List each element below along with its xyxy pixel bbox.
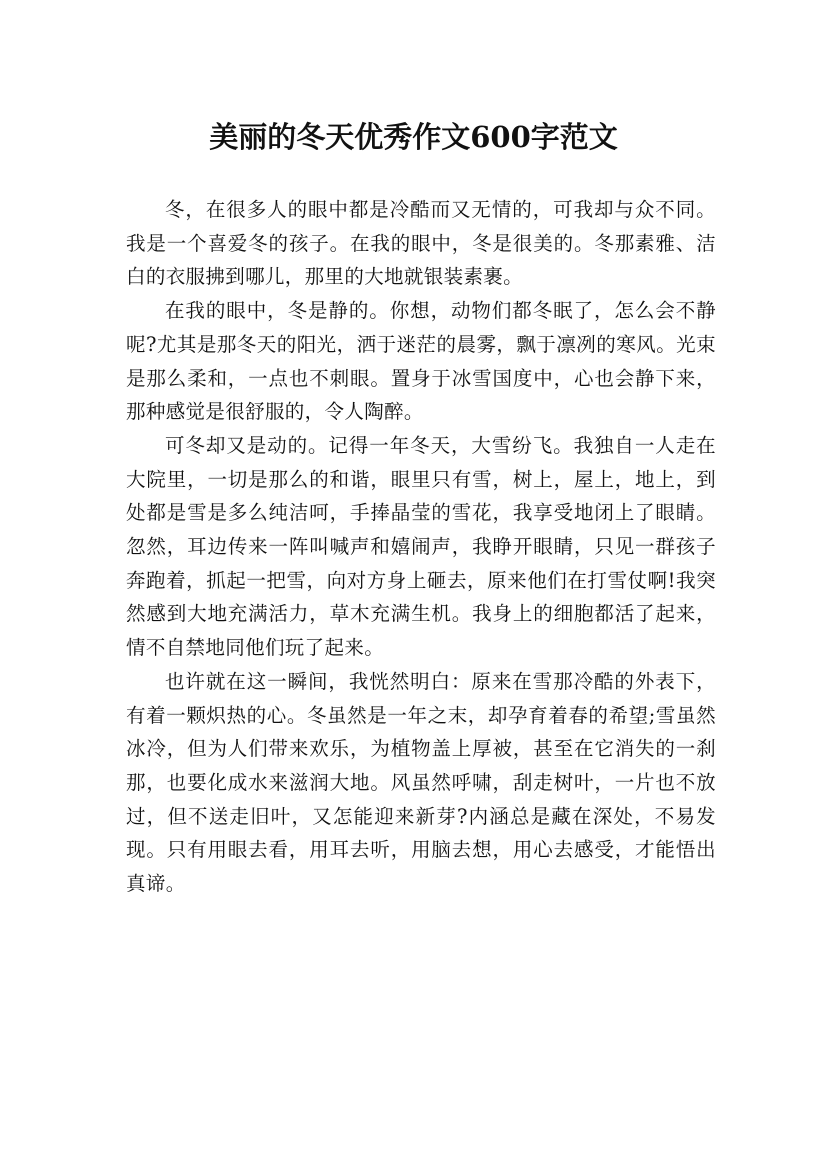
- paragraph-2: 在我的眼中，冬是静的。你想，动物们都冬眠了，怎么会不静呢?尤其是那冬天的阳光，洒于迷茫的晨雾，飘于凛冽的寒风。光束是那么柔和，一点也不刺眼。置身于冰雪国度中，心也会静下来，那种感觉是很舒服的，令人陶醉。: [126, 299, 716, 424]
- paragraph-3: 可冬却又是动的。记得一年冬天，大雪纷飞。我独自一人走在大院里，一切是那么的和谐，眼里只有雪，树上，屋上，地上，到处都是雪是多么纯洁呵，手捧晶莹的雪花，我享受地闭上了眼睛。忽然，耳边传来一阵叫喊声和嬉闹声，我睁开眼睛，只见一群孩子奔跑着，抓起一把雪，向对方身上砸去，原来他们在打雪仗啊!我突然感到大地充满活力，草木充满生机。我身上的细胞都活了起来，情不自禁地同他们玩了起来。: [126, 433, 716, 660]
- document-title: 美丽的冬天优秀作文600字范文: [209, 120, 618, 155]
- document-body: [126, 193, 716, 901]
- paragraph-4: 也许就在这一瞬间，我恍然明白：原来在雪那冷酷的外表下，有着一颗炽热的心。冬虽然是一年之末，却孕育着春的希望;雪虽然冰冷，但为人们带来欢乐，为植物盖上厚被，甚至在它消失的一刹那，也要化成水来滋润大地。风虽然呼啸，刮走树叶，一片也不放过，但不送走旧叶，又怎能迎来新芽?内涵总是藏在深处，不易发现。只有用眼去看，用耳去听，用脑去想，用心去感受，才能悟出真谛。: [126, 669, 716, 896]
- paragraph-1: 冬，在很多人的眼中都是冷酷而又无情的，可我却与众不同。我是一个喜爱冬的孩子。在我的眼中，冬是很美的。冬那素雅、洁白的衣服拂到哪儿，那里的大地就银装素裹。: [126, 198, 716, 289]
